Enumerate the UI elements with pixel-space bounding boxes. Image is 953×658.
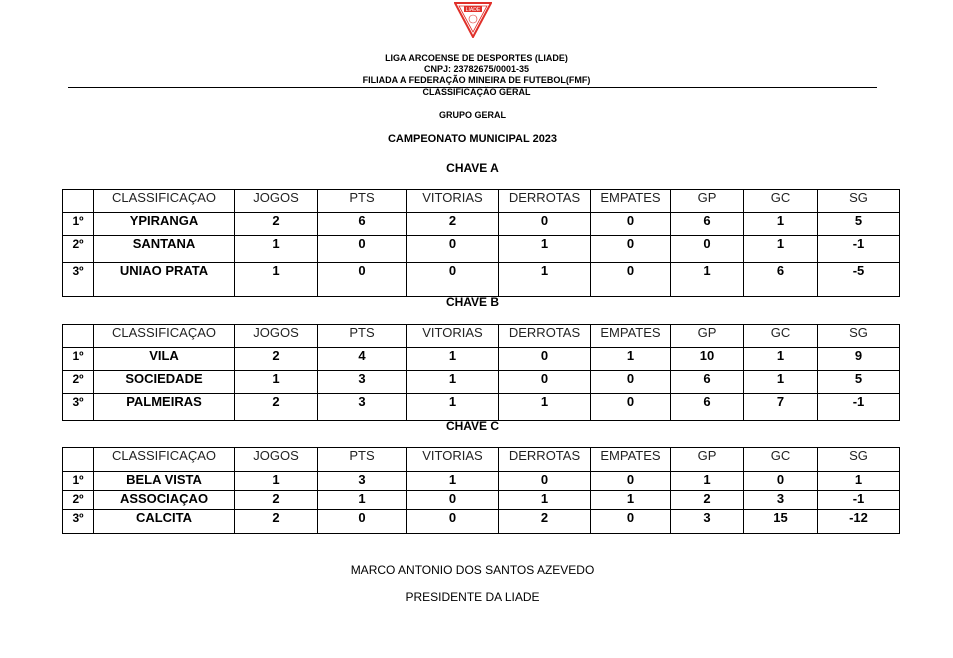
table-row — [63, 236, 900, 263]
team-name: ASSOCIAÇAO — [94, 491, 235, 510]
gp: 6 — [671, 394, 744, 421]
position: 2º — [63, 236, 94, 263]
sg: -1 — [818, 236, 900, 263]
gc: 3 — [744, 491, 818, 510]
gp: 1 — [671, 472, 744, 491]
position: 3º — [63, 394, 94, 421]
col-pts: PTS — [318, 325, 407, 348]
pts: 0 — [318, 510, 407, 534]
group-c-title: CHAVE C — [445, 419, 500, 433]
empates: 0 — [591, 236, 671, 263]
sg: 1 — [818, 472, 900, 491]
gp: 2 — [671, 491, 744, 510]
col-team: CLASSIFICAÇAO — [94, 325, 235, 348]
jogos: 2 — [235, 510, 318, 534]
team-name: PALMEIRAS — [94, 394, 235, 421]
col-vitorias: VITORIAS — [407, 325, 499, 348]
derrotas: 1 — [499, 236, 591, 263]
president-role: PRESIDENTE DA LIADE — [405, 590, 540, 604]
jogos: 1 — [235, 371, 318, 394]
liade-logo — [454, 2, 492, 38]
team-name: BELA VISTA — [94, 472, 235, 491]
col-gp: GP — [671, 325, 744, 348]
col-pos — [63, 325, 94, 348]
col-sg: SG — [818, 448, 900, 472]
gc: 1 — [744, 213, 818, 236]
standings-table-a — [62, 189, 900, 297]
col-gc: GC — [744, 190, 818, 213]
vitorias: 1 — [407, 394, 499, 421]
table-row — [63, 510, 900, 534]
col-derrotas: DERROTAS — [499, 448, 591, 472]
col-team: CLASSIFICAÇAO — [94, 448, 235, 472]
team-name: YPIRANGA — [94, 213, 235, 236]
pts: 3 — [318, 472, 407, 491]
vitorias: 1 — [407, 348, 499, 371]
position: 1º — [63, 472, 94, 491]
org-name: LIGA ARCOENSE DE DESPORTES (LIADE) — [385, 53, 568, 63]
gp: 6 — [671, 371, 744, 394]
col-empates: EMPATES — [591, 448, 671, 472]
derrotas: 0 — [499, 213, 591, 236]
gc: 1 — [744, 236, 818, 263]
jogos: 1 — [235, 263, 318, 297]
affiliation: FILIADA A FEDERAÇÃO MINEIRA DE FUTEBOL(FMF) — [362, 75, 591, 85]
gp: 3 — [671, 510, 744, 534]
position: 3º — [63, 263, 94, 297]
derrotas: 0 — [499, 348, 591, 371]
jogos: 2 — [235, 491, 318, 510]
cnpj: CNPJ: 23782675/0001-35 — [423, 64, 530, 74]
position: 1º — [63, 213, 94, 236]
pts: 6 — [318, 213, 407, 236]
col-gp: GP — [671, 190, 744, 213]
vitorias: 1 — [407, 472, 499, 491]
sg: 5 — [818, 371, 900, 394]
pts: 3 — [318, 394, 407, 421]
group-a-title: CHAVE A — [446, 161, 499, 175]
position: 2º — [63, 371, 94, 394]
vitorias: 0 — [407, 491, 499, 510]
group-b-title: CHAVE B — [445, 295, 500, 309]
championship-title: CAMPEONATO MUNICIPAL 2023 — [387, 133, 558, 145]
derrotas: 0 — [499, 472, 591, 491]
table-row — [63, 263, 900, 297]
pts: 0 — [318, 263, 407, 297]
empates: 0 — [591, 213, 671, 236]
gc: 15 — [744, 510, 818, 534]
jogos: 1 — [235, 472, 318, 491]
col-derrotas: DERROTAS — [499, 190, 591, 213]
col-pts: PTS — [318, 190, 407, 213]
pts: 3 — [318, 371, 407, 394]
col-pts: PTS — [318, 448, 407, 472]
sg: 5 — [818, 213, 900, 236]
empates: 0 — [591, 510, 671, 534]
col-gc: GC — [744, 325, 818, 348]
gc: 6 — [744, 263, 818, 297]
gc: 0 — [744, 472, 818, 491]
col-derrotas: DERROTAS — [499, 325, 591, 348]
vitorias: 0 — [407, 263, 499, 297]
position: 3º — [63, 510, 94, 534]
table-row — [63, 394, 900, 421]
col-sg: SG — [818, 325, 900, 348]
vitorias: 0 — [407, 510, 499, 534]
table-row — [63, 348, 900, 371]
col-pos — [63, 448, 94, 472]
derrotas: 1 — [499, 263, 591, 297]
col-pos — [63, 190, 94, 213]
sg: -12 — [818, 510, 900, 534]
table-header — [63, 448, 900, 472]
sg: -5 — [818, 263, 900, 297]
svg-text:LIADE: LIADE — [465, 7, 481, 13]
table-row — [63, 213, 900, 236]
jogos: 2 — [235, 348, 318, 371]
col-empates: EMPATES — [591, 190, 671, 213]
vitorias: 2 — [407, 213, 499, 236]
empates: 1 — [591, 491, 671, 510]
group-title: GRUPO GERAL — [438, 110, 506, 120]
col-jogos: JOGOS — [235, 448, 318, 472]
empates: 0 — [591, 472, 671, 491]
empates: 1 — [591, 348, 671, 371]
jogos: 2 — [235, 394, 318, 421]
gp: 0 — [671, 236, 744, 263]
pts: 0 — [318, 236, 407, 263]
president-name: MARCO ANTONIO DOS SANTOS AZEVEDO — [350, 563, 595, 577]
col-vitorias: VITORIAS — [407, 190, 499, 213]
col-team: CLASSIFICAÇAO — [94, 190, 235, 213]
gp: 1 — [671, 263, 744, 297]
gp: 10 — [671, 348, 744, 371]
jogos: 1 — [235, 236, 318, 263]
table-row — [63, 371, 900, 394]
table-row — [63, 472, 900, 491]
gp: 6 — [671, 213, 744, 236]
jogos: 2 — [235, 213, 318, 236]
standings-table-b — [62, 324, 900, 421]
team-name: CALCITA — [94, 510, 235, 534]
col-sg: SG — [818, 190, 900, 213]
team-name: SANTANA — [94, 236, 235, 263]
team-name: UNIAO PRATA — [94, 263, 235, 297]
sg: 9 — [818, 348, 900, 371]
gc: 7 — [744, 394, 818, 421]
standings-table-c — [62, 447, 900, 534]
vitorias: 1 — [407, 371, 499, 394]
derrotas: 2 — [499, 510, 591, 534]
classification-title: CLASSIFICAÇÃO GERAL — [422, 87, 531, 97]
derrotas: 1 — [499, 491, 591, 510]
empates: 0 — [591, 394, 671, 421]
derrotas: 1 — [499, 394, 591, 421]
sg: -1 — [818, 491, 900, 510]
vitorias: 0 — [407, 236, 499, 263]
col-jogos: JOGOS — [235, 325, 318, 348]
empates: 0 — [591, 371, 671, 394]
derrotas: 0 — [499, 371, 591, 394]
team-name: VILA — [94, 348, 235, 371]
empates: 0 — [591, 263, 671, 297]
table-header — [63, 325, 900, 348]
table-header — [63, 190, 900, 213]
col-jogos: JOGOS — [235, 190, 318, 213]
col-gc: GC — [744, 448, 818, 472]
pts: 4 — [318, 348, 407, 371]
col-empates: EMPATES — [591, 325, 671, 348]
col-vitorias: VITORIAS — [407, 448, 499, 472]
sg: -1 — [818, 394, 900, 421]
col-gp: GP — [671, 448, 744, 472]
gc: 1 — [744, 348, 818, 371]
pts: 1 — [318, 491, 407, 510]
team-name: SOCIEDADE — [94, 371, 235, 394]
position: 2º — [63, 491, 94, 510]
table-row — [63, 491, 900, 510]
gc: 1 — [744, 371, 818, 394]
position: 1º — [63, 348, 94, 371]
